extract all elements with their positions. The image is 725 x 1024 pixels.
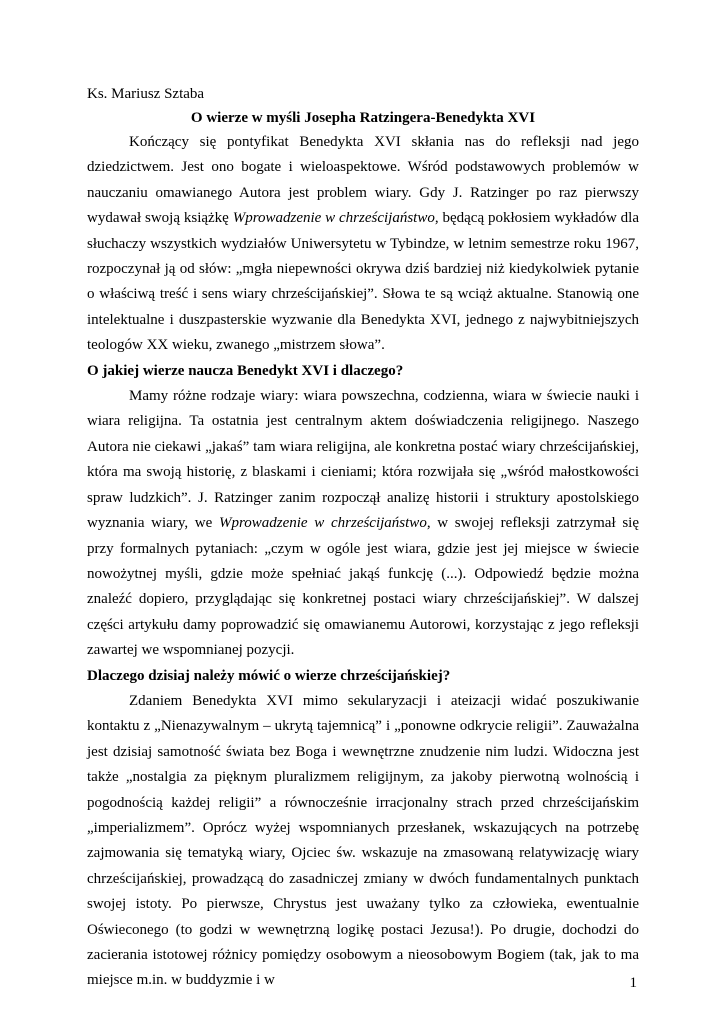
paragraph-secularization: Zdaniem Benedykta XVI mimo sekularyzacji i ateizacji widać poszukiwanie kontaktu z „Nienazywalnym – ukrytą tajemnicą” i „ponowne odkrycie religii”. Zauważalna jest dzisiaj samotność świata bez Boga i wewnętrzne znudzenie nim ludzi. Widoczna jest także „nostalgia za pięknym pluralizmem religijnym, za jakoby pierwotną wolnością i pogodnością każdej religii” a równocześnie irracjonalny strach przed chrześcijańskim „imperializmem”. Oprócz wyżej wspomnianych przesłanek, wskazujących na potrzebę zajmowania się tematyką wiary, Ojciec św. wskazuje na zmasowaną relatywizację wiary chrześcijańskiej, prowadzącą do zasadniczej zmiany w dwóch fundamentalnych punktach swojej istoty. Po pierwsze, Chrystus jest uważany tylko za człowieka, ewentualnie Oświeconego (to godzi w wewnętrzną logikę postaci Jezusa!). Po drugie, dochodzi do zacierania istotowej różnicy pomiędzy osobowym a nieosobowym Bogiem (tak, jak to ma miejsce m.in. w buddyzmie i w bbox=[87, 692, 639, 989]
document-title: O wierze w myśli Josepha Ratzingera-Benedykta XVI bbox=[190, 110, 536, 126]
book-title-italic: Wprowadzenie w chrześcijaństwo bbox=[232, 210, 435, 227]
paragraph-faith-types-text-2: , w swojej refleksji zatrzymał się przy formalnych pytaniach: „czym w ogóle jest wiara, gdzie jest jej miejsce w świecie nowożytnej myśli, gdzie może spełniać jakąś funkcję (...). Odpowiedź będzie można znaleźć dopiero, przyglądając się konkretnej postaci wiary chrześcijańskiej”. W dalszej części artykułu damy poprowadzić się omawianemu Autorowi, korzystając z jego refleksji zawartej we wspomnianej pozycji. bbox=[87, 515, 639, 659]
page-number: 1 bbox=[629, 975, 637, 991]
paragraph-intro-text-2: , będącą pokłosiem wykładów dla słuchaczy wszystkich wydziałów Uniwersytetu w Tybindze, w letnim semestrze roku 1967, rozpoczynał ją od słów: „mgła niepewności okrywa dziś bardziej niż kiedykolwiek pytanie o właściwą treść i sens wiary chrześcijańskiej”. Słowa te są wciąż aktualne. Stanowią one intelektualne i duszpasterskie wyzwanie dla Benedykta XVI, jednego z najwybitniejszych teologów XX wieku, zwanego „mistrzem słowa”. bbox=[87, 210, 639, 354]
section-heading-2: Dlaczego dzisiaj należy mówić o wierze chrześcijańskiej? bbox=[87, 667, 451, 684]
paragraph-intro-text-1: Kończący się pontyfikat Benedykta XVI skłania nas do refleksji nad jego dziedzictwem. Jest ono bogate i wieloaspektowe. Wśród podstawowych problemów w nauczaniu omawianego Autora jest problem wiary. Gdy J. Ratzinger po raz pierwszy wydawał swoją książkę bbox=[87, 134, 639, 227]
paragraph-faith-types-text-1: Mamy różne rodzaje wiary: wiara powszechna, codzienna, wiara w świecie nauki i wiara religijna. Ta ostatnia jest centralnym aktem doświadczenia religijnego. Naszego Autora nie ciekawi „jakaś” tam wiara religijna, ale konkretna postać wiary chrześcijańskiej, która ma swoją historię, z blaskami i cieniami; która rozwijała się „wśród małostkowości spraw ludzkich”. J. Ratzinger zanim rozpoczął analizę historii i struktury apostolskiego wyznania wiary, we bbox=[87, 388, 639, 532]
paragraph-faith-types bbox=[87, 384, 639, 663]
paragraph-intro bbox=[87, 130, 639, 359]
book-title-italic-2: Wprowadzenie w chrześcijaństwo bbox=[218, 515, 427, 532]
author-line: Ks. Mariusz Sztaba bbox=[87, 86, 205, 102]
section-heading-1: O jakiej wierze naucza Benedykt XVI i dlaczego? bbox=[87, 362, 404, 379]
document-page bbox=[87, 82, 639, 994]
